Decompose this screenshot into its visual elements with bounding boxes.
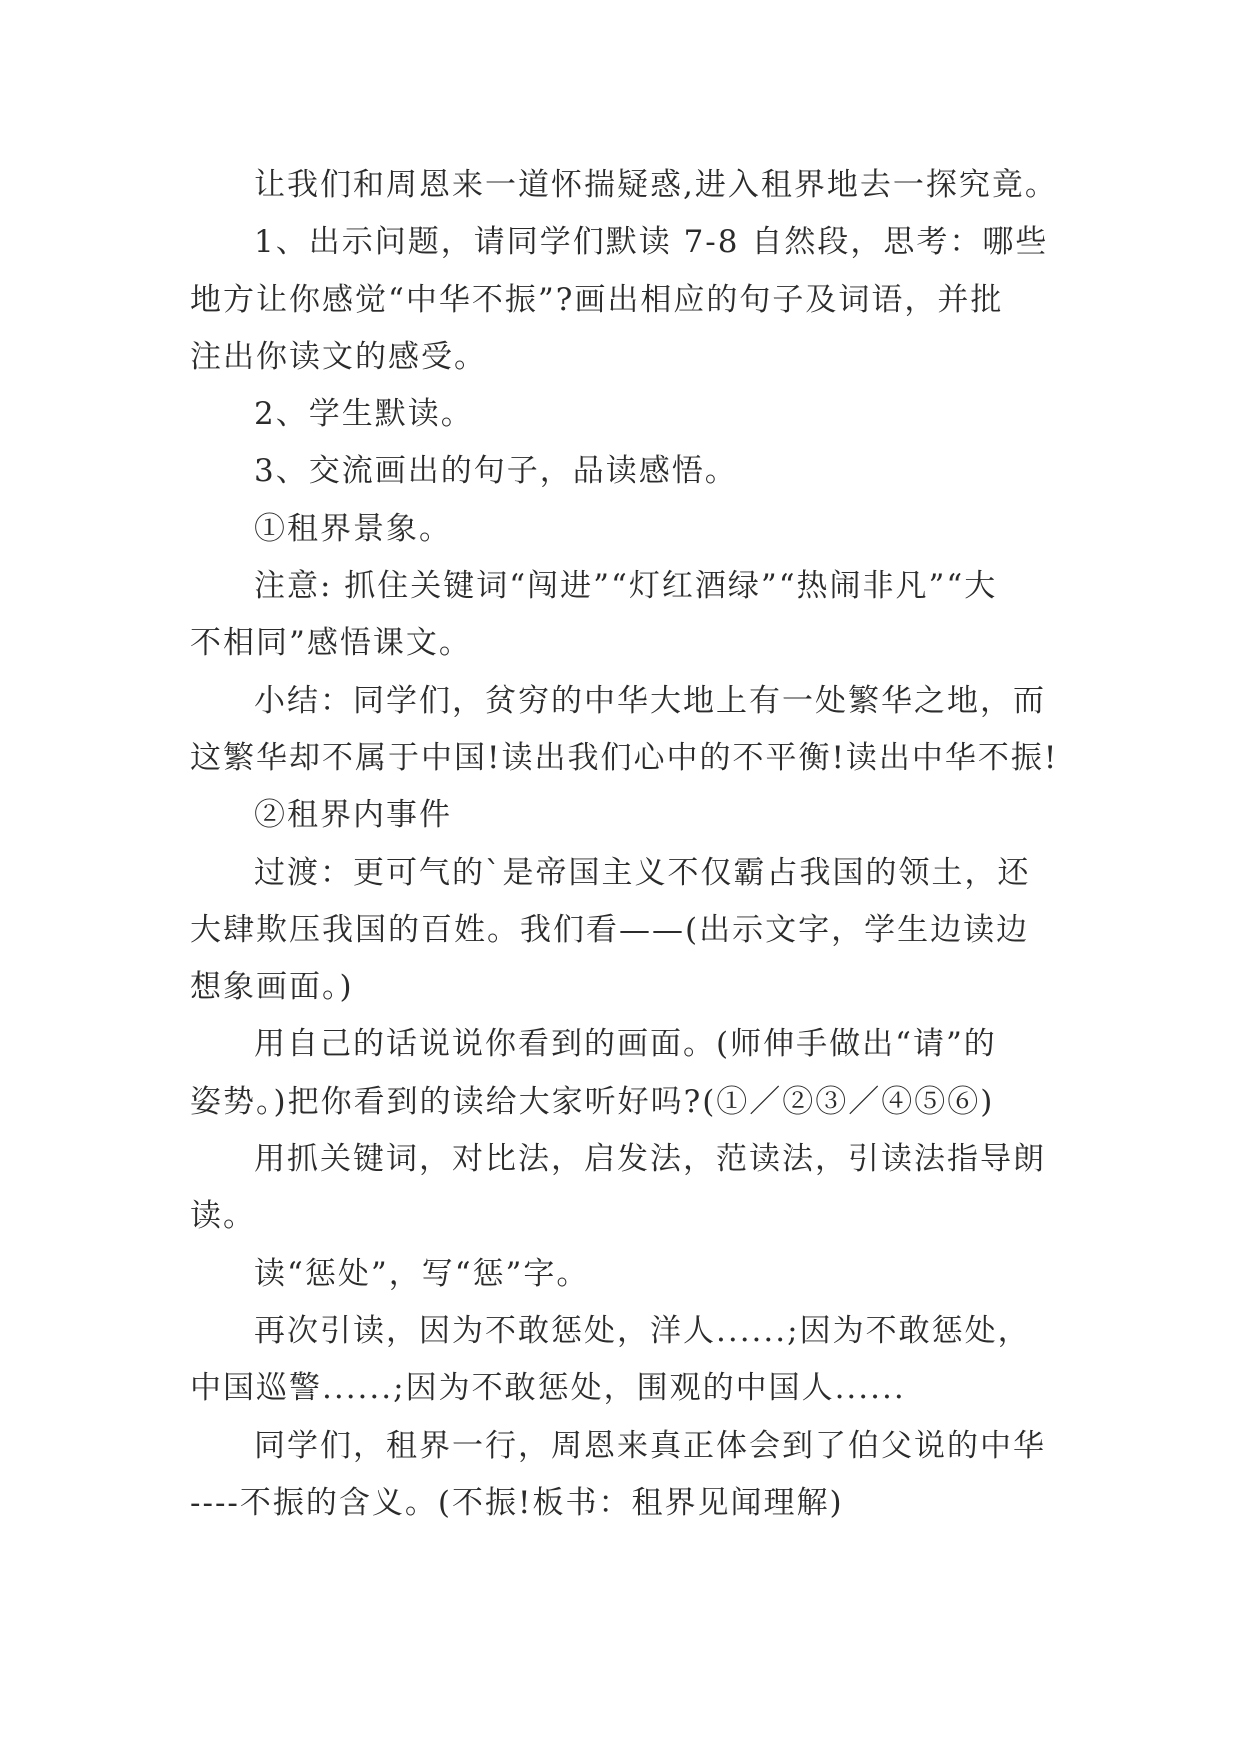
- paragraph-summary: [190, 673, 1070, 788]
- paragraph-concession-scene: [190, 501, 1070, 558]
- text-line: 中国巡警......;因为不敢惩处，围观的中国人......: [190, 1370, 906, 1407]
- paragraph-step-3: [190, 443, 1070, 500]
- paragraph-concession-event: [190, 787, 1070, 844]
- text-line: 注意: 抓住关键词“闯进”“灯红酒绿”“热闹非凡”“大: [254, 568, 998, 605]
- text-line: 再次引读，因为不敢惩处，洋人......;因为不敢惩处，: [254, 1312, 1031, 1349]
- text-line: 大肆欺压我国的百姓。我们看——(出示文字，学生边读边: [190, 911, 1030, 948]
- text-line: 不相同”感悟课文。: [190, 625, 472, 662]
- text-line: 2、学生默读。: [254, 396, 474, 433]
- text-line: 用自己的话说说你看到的画面。(师伸手做出“请”的: [254, 1026, 997, 1063]
- paragraph-note: [190, 558, 1070, 673]
- text-line: 同学们，租界一行，周恩来真正体会到了伯父说的中华: [254, 1427, 1046, 1464]
- text-line: 过渡：更可气的`是帝国主义不仅霸占我国的领土，还: [254, 854, 1031, 891]
- text-line: 读“惩处”，写“惩”字。: [254, 1255, 590, 1292]
- text-line: 这繁华却不属于中国!读出我们心中的不平衡!读出中华不振!: [190, 739, 1059, 776]
- text-line: 姿势。)把你看到的读给大家听好吗?(①／②③／④⑤⑥): [190, 1083, 995, 1120]
- paragraph-transition: [190, 845, 1070, 1017]
- text-line: 让我们和周恩来一道怀揣疑惑,进入租界地去一探究竟。: [254, 167, 1058, 203]
- document-body: [190, 157, 1070, 1532]
- paragraph-step-2: [190, 386, 1070, 443]
- paragraph-reread: [190, 1303, 1070, 1418]
- text-line: 读。: [190, 1198, 256, 1235]
- paragraph-step-1: [190, 214, 1070, 386]
- text-line: 小结：同学们，贫穷的中华大地上有一处繁华之地，而: [254, 682, 1046, 719]
- paragraph-intro: [190, 157, 1070, 214]
- text-line: 想象画面。): [190, 969, 354, 1006]
- text-line: 3、交流画出的句子，品读感悟。: [254, 453, 738, 490]
- text-line: 1、出示问题，请同学们默读 7-8 自然段，思考：哪些: [254, 224, 1049, 261]
- text-line: 用抓关键词，对比法，启发法，范读法，引读法指导朗: [254, 1141, 1046, 1178]
- text-line: ②租界内事件: [254, 797, 452, 834]
- paragraph-describe: [190, 1016, 1070, 1131]
- text-line: 注出你读文的感受。: [190, 338, 487, 375]
- text-line: ①租界景象。: [254, 510, 452, 547]
- paragraph-punish: [190, 1246, 1070, 1303]
- paragraph-conclusion: [190, 1418, 1070, 1533]
- paragraph-method: [190, 1131, 1070, 1246]
- text-line: ----不振的含义。(不振!板书：租界见闻理解): [190, 1484, 844, 1521]
- text-line: 地方让你感觉“中华不振”?画出相应的句子及词语，并批: [190, 281, 1004, 318]
